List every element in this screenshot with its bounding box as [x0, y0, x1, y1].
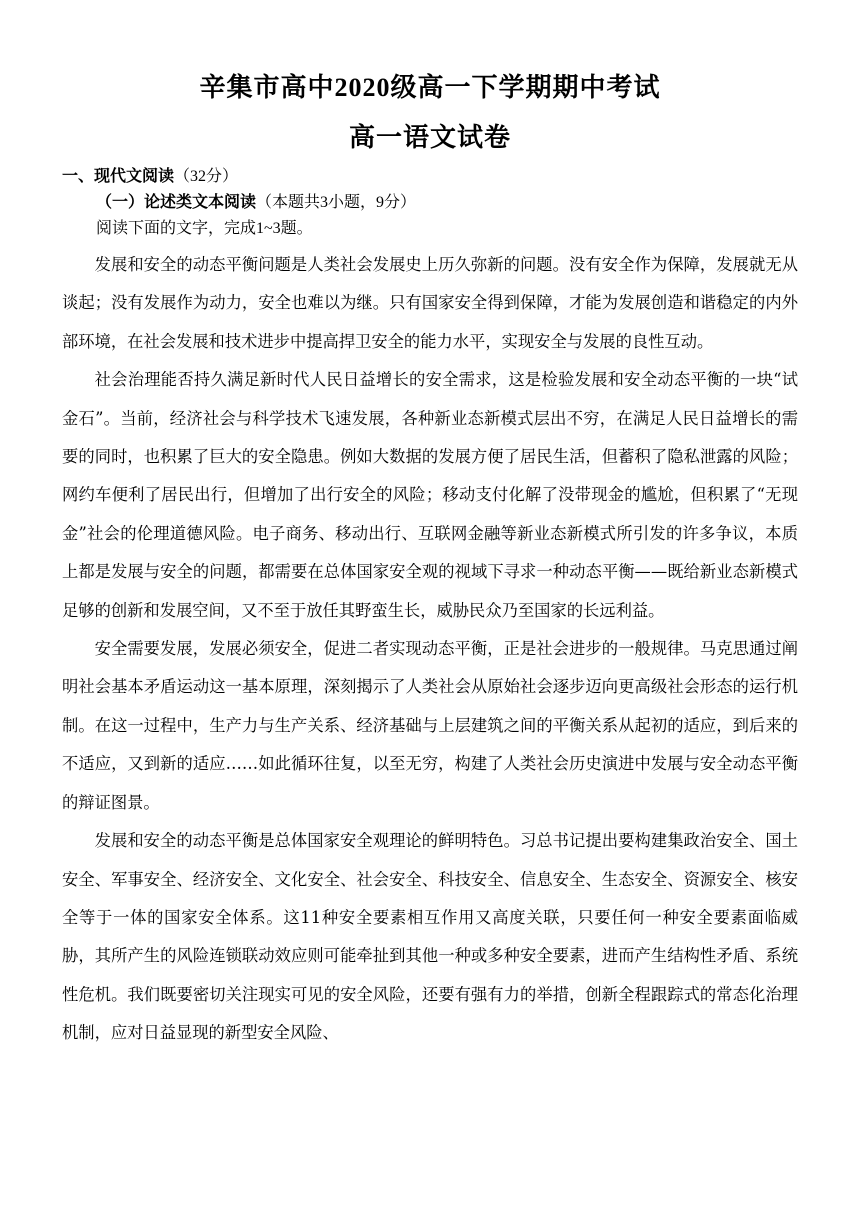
- exam-subtitle: 高一语文试卷: [348, 123, 511, 152]
- subsection-heading: [96, 192, 416, 214]
- reading-instruction: 阅读下面的文字，完成1~3题。: [96, 220, 313, 237]
- subsection-heading-label: （一）论述类文本阅读: [96, 194, 257, 211]
- section-heading-label: 一、现代文阅读: [62, 168, 175, 185]
- passage-paragraph: 发展和安全的动态平衡是总体国家安全观理论的鲜明特色。习总书记提出要构建集政治安全、国土安全、军事安全、经济安全、文化安全、社会安全、科技安全、信息安全、生态安全、资源安全、核安全等于一体的国家安全体系。这11种安全要素相互作用又高度关联，只要任何一种安全要素面临威胁，其所产生的风险连锁联动效应则可能牵扯到其他一种或多种安全要素，进而产生结构性矛盾、系统性危机。我们既要密切关注现实可见的安全风险，还要有强有力的举措，创新全程跟踪式的常态化治理机制，应对日益显现的新型安全风险、: [62, 831, 798, 1043]
- passage-paragraph: 社会治理能否持久满足新时代人民日益增长的安全需求，这是检验发展和安全动态平衡的一块“试金石”。当前，经济社会与科学技术飞速发展，各种新业态新模式层出不穷，在满足人民日益增长的需要的同时，也积累了巨大的安全隐患。例如大数据的发展方便了居民生活，但蓄积了隐私泄露的风险；网约车便利了居民出行，但增加了出行安全的风险；移动支付化解了没带现金的尴尬，但积累了“无现金”社会的伦理道德风险。电子商务、移动出行、互联网金融等新业态新模式所引发的许多争议，本质上都是发展与安全的问题，都需要在总体国家安全观的视域下寻求一种动态平衡——既给新业态新模式足够的创新和发展空间，又不至于放任其野蛮生长，威胁民众乃至国家的长远利益。: [62, 370, 798, 620]
- section-points: （32分）: [174, 168, 239, 185]
- section-heading: [62, 166, 238, 188]
- reading-passage: [62, 246, 798, 1053]
- exam-title: 辛集市高中2020级高一下学期期中考试: [199, 73, 661, 102]
- passage-paragraph: 安全需要发展，发展必须安全，促进二者实现动态平衡，正是社会进步的一般规律。马克思通过阐明社会基本矛盾运动这一基本原理，深刻揭示了人类社会从原始社会逐步迈向更高级社会形态的运行机制。在这一过程中，生产力与生产关系、经济基础与上层建筑之间的平衡关系从起初的适应，到后来的不适应，又到新的适应……如此循环往复，以至无穷，构建了人类社会历史演进中发展与安全动态平衡的辩证图景。: [62, 639, 798, 812]
- passage-paragraph: 发展和安全的动态平衡问题是人类社会发展史上历久弥新的问题。没有安全作为保障，发展就无从谈起；没有发展作为动力，安全也难以为继。只有国家安全得到保障，才能为发展创造和谐稳定的内外部环境，在社会发展和技术进步中提高捍卫安全的能力水平，实现安全与发展的良性互动。: [62, 255, 798, 351]
- subsection-note: （本题共3小题，9分）: [256, 194, 417, 211]
